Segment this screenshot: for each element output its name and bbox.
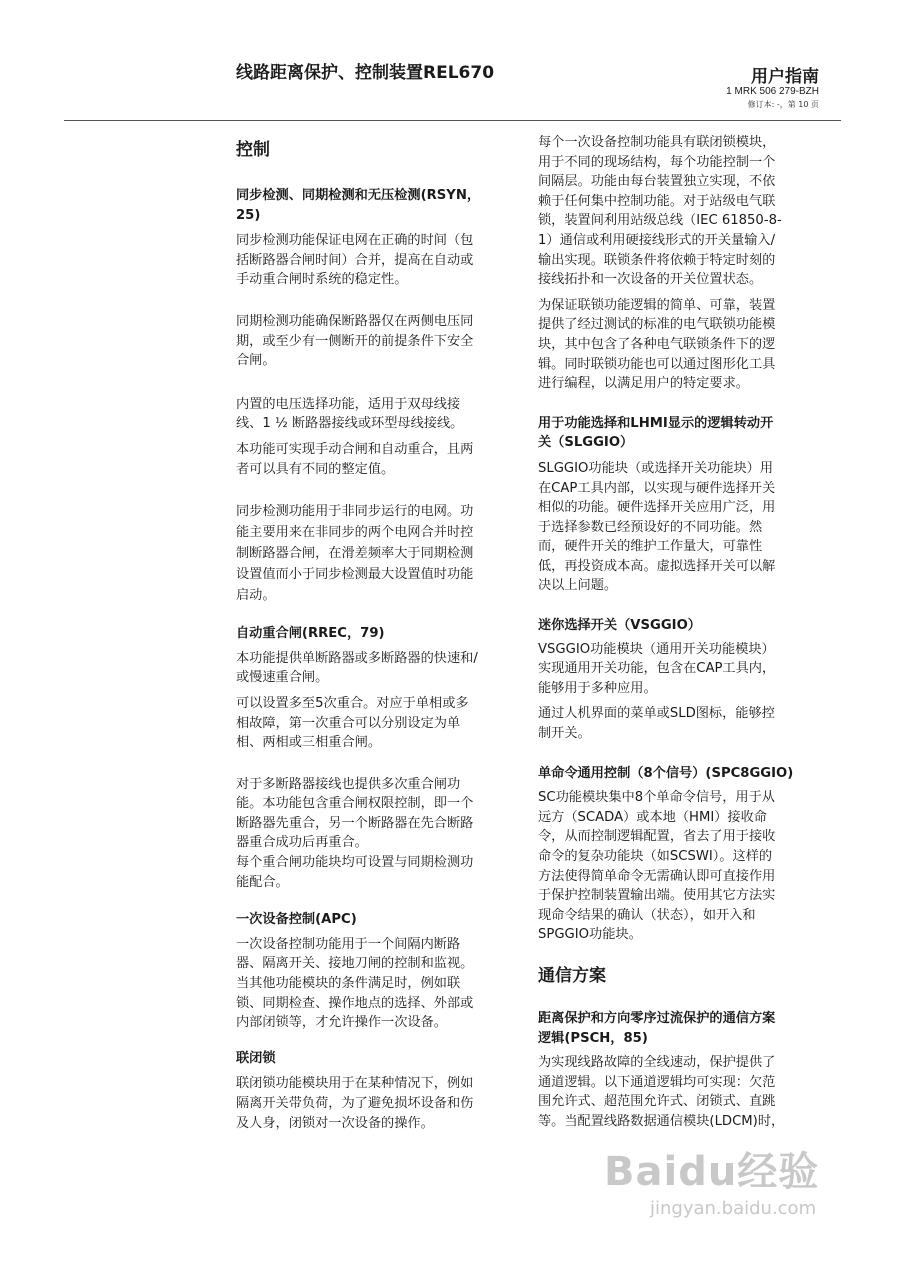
section-title-control: 控制 xyxy=(236,140,270,160)
right-column xyxy=(538,133,828,1132)
paragraph: 为实现线路故障的全线速动，保护提供了 通道逻辑。以下通道逻辑均可实现：欠范 围允许式、超范围允许式、闭锁式、直跳 等。当配置线路数据通信模块(LDCM)时， xyxy=(538,1055,785,1129)
paragraph: 为保证联锁功能逻辑的简单、可靠，装置 提供了经过测试的标准的电气联锁功能模 块，其中包含了各种电气联锁条件下的逻 辑。同时联锁功能也可以通过图形化工具 进行编程，以满足用户的特定要求。 xyxy=(538,297,776,392)
left-column xyxy=(236,133,526,1133)
heading-rsyn: 同步检测、同期检测和无压检测(RSYN， 25) xyxy=(236,188,481,223)
heading-slggio: 用于功能选择和LHMI显示的逻辑转动开 关（SLGGIO） xyxy=(538,415,774,451)
heading-apc: 一次设备控制(APC) xyxy=(236,912,357,928)
watermark-url: jingyan.baidu.com xyxy=(650,1198,817,1219)
paragraph: 一次设备控制功能用于一个间隔内断路 器、隔离开关、接地刀闸的控制和监视。 当其他功能模块的条件满足时，例如联 锁、同期检查、操作地点的选择、外部或 内部闭锁等，才允许操作一次设备。 xyxy=(236,936,474,1031)
paragraph: 本功能提供单断路器或多断路器的快速和/ 或慢速重合闸。 xyxy=(236,650,478,686)
header-doc-number: 1 MRK 506 279-BZH xyxy=(726,86,819,97)
paragraph: 同步检测功能保证电网在正确的时间（包 括断路器合闸时间）合并，提高在自动或 手动重合闸时系统的稳定性。 xyxy=(236,233,474,288)
paragraph: 对于多断路器接线也提供多次重合闸功 能。本功能包含重合闸权限控制，即一个 断路器先重合，另一个断路器在先合断路 器重合成功后再重合。 每个重合闸功能块均可设置与同期检测功 能配合。 xyxy=(236,776,474,890)
heading-rrec: 自动重合闸(RREC，79) xyxy=(236,626,385,642)
heading-interlock: 联闭锁 xyxy=(236,1050,276,1066)
baidu-logo: Baidu经验 xyxy=(604,1149,820,1195)
paragraph: SLGGIO功能块（或选择开关功能块）用 在CAP工具内部，以实现与硬件选择开关 相似的功能。硬件选择开关应用广泛，用 于选择参数已经预设好的不同功能。然 而，硬件开关的维护工作量大，可靠性 低，再投资成本高。虚拟选择开关可以解 决以上问题。 xyxy=(538,460,776,594)
heading-psch: 距离保护和方向零序过流保护的通信方案 逻辑(PSCH，85) xyxy=(538,1010,776,1046)
paragraph: 通过人机界面的菜单或SLD图标，能够控 制开关。 xyxy=(538,706,775,742)
header-rule xyxy=(64,120,841,121)
paragraph: 本功能可实现手动合闸和自动重合，且两 者可以具有不同的整定值。 xyxy=(236,441,474,477)
header-title: 线路距离保护、控制装置REL670 xyxy=(236,63,495,83)
paragraph: 每个一次设备控制功能具有联闭锁模块， 用于不同的现场结构，每个功能控制一个 间隔层。功能由每台装置独立实现，不依 赖于任何集中控制功能。对于站级电气联 锁，装置间利用站级总线（IEC 61850-8- 1）通信或利用硬接线形式的开关量输入/ 输出实现。联锁条件将依赖于特定时刻的 接线拓扑和一次设备的开关位置状态。 xyxy=(538,135,782,288)
heading-vsggio: 迷你选择开关（VSGGIO） xyxy=(538,618,701,634)
paragraph: 同步检测功能用于非同步运行的电网。功 能主要用来在非同步的两个电网合并时控 制断路器合闸，在滑差频率大于同期检测 设置值而小于同步检测最大设置值时功能 启动。 xyxy=(236,504,474,604)
baidu-watermark xyxy=(604,1140,820,1219)
paragraph: 内置的电压选择功能，适用于双母线接 线、1 ½ 断路器接线或环型母线接线。 xyxy=(236,396,464,432)
header-guide: 用户指南 xyxy=(751,67,819,87)
heading-spc8ggio: 单命令通用控制（8个信号）(SPC8GGIO) xyxy=(538,765,794,781)
paragraph: 联闭锁功能模块用于在某种情况下，例如 隔离开关带负荷，为了避免损坏设备和伤 及人身，闭锁对一次设备的操作。 xyxy=(236,1076,474,1131)
paragraph: SC功能模块集中8个单命令信号，用于从 远方（SCADA）或本地（HMI）接收命 令，从而控制逻辑配置，省去了用于接收 命令的复杂功能块（如SCSWI）。这样的 方法使得简单命令无需确认即可直接作用 于保护控制装置输出端。使用其它方法实 现命令结果的确认（状态），如开入和 SPGGIO功能块。 xyxy=(538,790,776,943)
paragraph: 同期检测功能确保断路器仅在两侧电压同 期，或至少有一侧断开的前提条件下安全 合闸。 xyxy=(236,313,474,369)
paragraph: VSGGIO功能模块（通用开关功能模块） 实现通用开关功能，包含在CAP工具内， 能够用于多种应用。 xyxy=(538,641,776,696)
section-title-communication: 通信方案 xyxy=(538,965,606,986)
header-revision: 修订本: -，第 10 页 xyxy=(747,100,819,109)
paragraph: 可以设置多至5次重合。对应于单相或多 相故障，第一次重合可以分别设定为单 相、两相或三相重合闸。 xyxy=(236,695,469,751)
